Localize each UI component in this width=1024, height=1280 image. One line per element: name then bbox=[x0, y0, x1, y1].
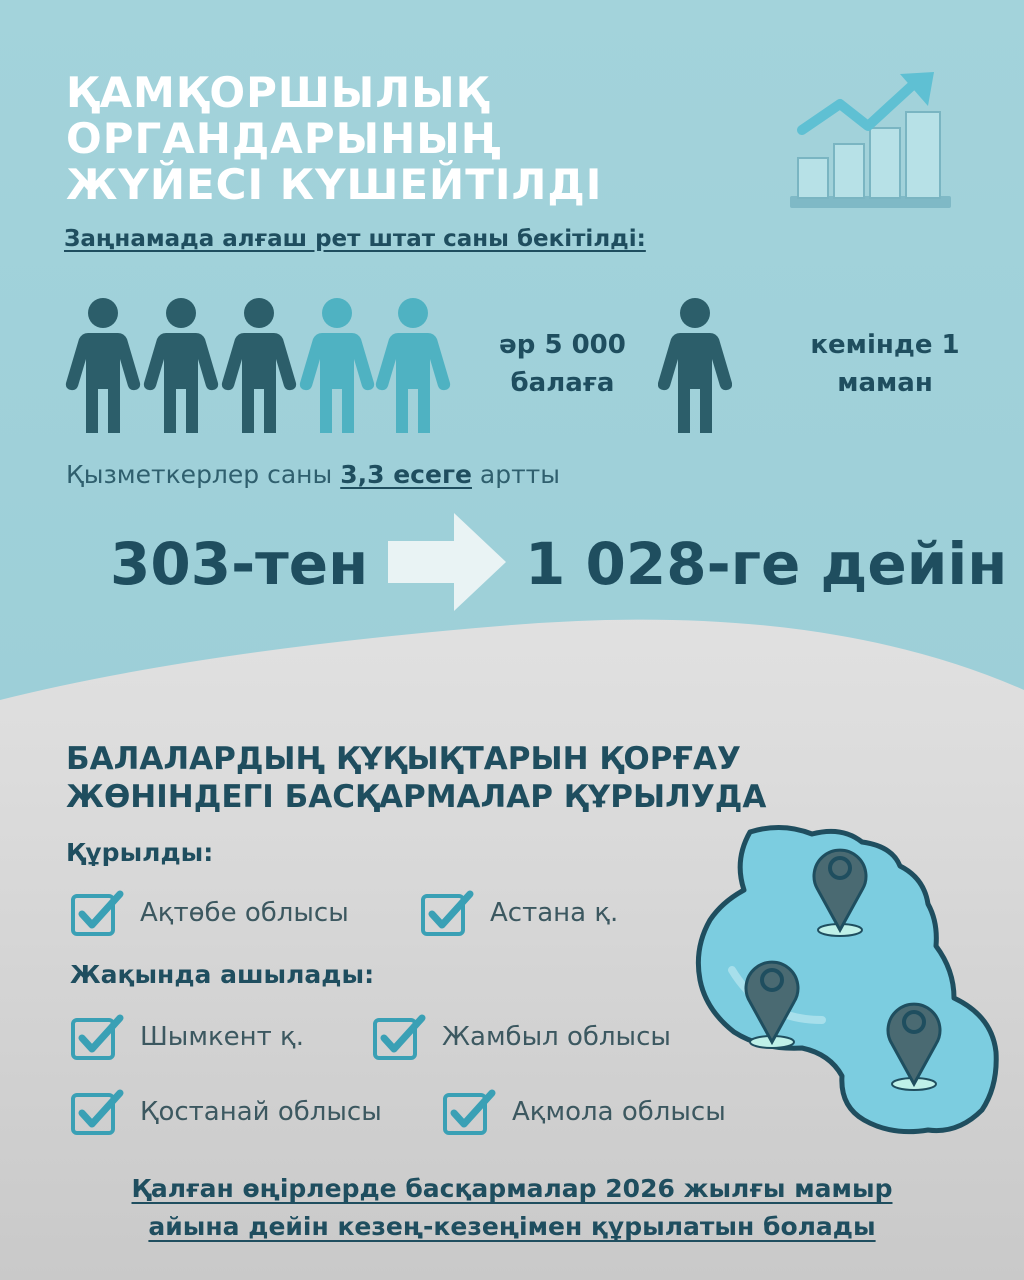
minimum-line: кемінде 1 bbox=[810, 330, 960, 360]
staff-to-value: 1 028-ге дейін bbox=[525, 530, 1008, 598]
minimum-specialist-text bbox=[790, 326, 980, 402]
established-item-label: Ақтөбе облысы bbox=[140, 898, 349, 928]
departments-title-line: ЖӨНІНДЕГІ БАСҚАРМАЛАР ҚҰРЫЛУДА bbox=[66, 779, 767, 815]
soon-label: Жақында ашылады: bbox=[70, 960, 375, 989]
subtitle: Заңнамада алғаш рет штат саны бекітілді: bbox=[64, 226, 646, 252]
departments-title bbox=[66, 740, 886, 816]
checkbox-checked-icon bbox=[420, 888, 474, 938]
arrow-right-icon bbox=[388, 513, 506, 611]
people-group bbox=[62, 295, 452, 435]
main-title-line: ОРГАНДАРЫНЫҢ bbox=[66, 114, 502, 163]
soon-item-label: Қостанай облысы bbox=[140, 1097, 382, 1127]
person-icon bbox=[66, 298, 140, 433]
established-label: Құрылды: bbox=[66, 838, 214, 867]
soon-item bbox=[372, 1012, 671, 1062]
soon-item bbox=[70, 1087, 382, 1137]
checkbox-checked-icon bbox=[70, 1087, 124, 1137]
main-title-line: ҚАМҚОРШЫЛЫҚ bbox=[66, 68, 490, 117]
soon-item-label: Шымкент қ. bbox=[140, 1022, 305, 1052]
footer-note bbox=[60, 1170, 964, 1246]
soon-item-label: Ақмола облысы bbox=[512, 1097, 726, 1127]
established-item bbox=[420, 888, 618, 938]
minimum-line: маман bbox=[837, 368, 933, 398]
checkbox-checked-icon bbox=[70, 888, 124, 938]
per-children-line: балаға bbox=[510, 368, 615, 398]
person-icon bbox=[144, 298, 218, 433]
staff-suffix: артты bbox=[471, 460, 560, 489]
main-title bbox=[66, 70, 746, 208]
staff-from-value: 303-тен bbox=[110, 530, 369, 598]
departments-title-line: БАЛАЛАРДЫҢ ҚҰҚЫҚТАРЫН ҚОРҒАУ bbox=[66, 741, 741, 777]
staff-prefix: Қызметкерлер саны bbox=[66, 460, 341, 489]
checkbox-checked-icon bbox=[442, 1087, 496, 1137]
established-item bbox=[70, 888, 349, 938]
checkbox-checked-icon bbox=[70, 1012, 124, 1062]
person-icon bbox=[222, 298, 296, 433]
per-children-text bbox=[470, 326, 655, 402]
checkbox-checked-icon bbox=[372, 1012, 426, 1062]
person-icon bbox=[376, 298, 450, 433]
growth-chart-icon bbox=[788, 68, 953, 210]
map-icon bbox=[692, 820, 1012, 1140]
footer-line: айына дейін кезең-кезеңімен құрылатын болады bbox=[148, 1212, 876, 1241]
established-item-label: Астана қ. bbox=[490, 898, 619, 928]
footer-line: Қалған өңірлерде басқармалар 2026 жылғы мамыр bbox=[131, 1174, 893, 1203]
staff-growth-text bbox=[66, 460, 560, 489]
person-icon bbox=[300, 298, 374, 433]
soon-item bbox=[70, 1012, 304, 1062]
soon-item-label: Жамбыл облысы bbox=[442, 1022, 671, 1052]
per-children-line: әр 5 000 bbox=[499, 330, 626, 360]
soon-item bbox=[442, 1087, 726, 1137]
staff-factor: 3,3 есеге bbox=[340, 460, 472, 489]
person-icon bbox=[658, 295, 732, 435]
main-title-line: ЖҮЙЕСІ КҮШЕЙТІЛДІ bbox=[66, 160, 603, 209]
